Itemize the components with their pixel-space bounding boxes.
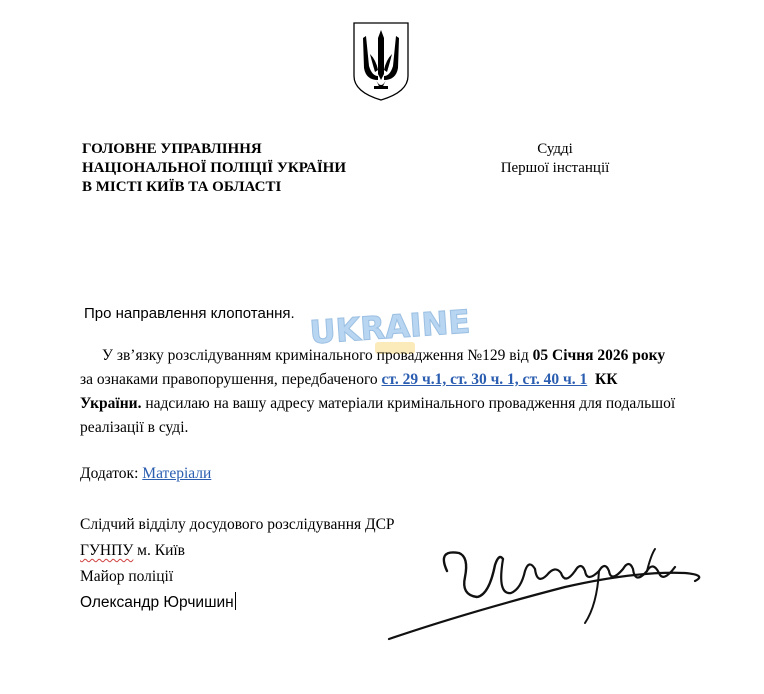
department-abbr: ГУНПУ <box>80 542 134 559</box>
signer-rank: Майор поліції <box>80 568 174 585</box>
proceeding-date: 05 Січня 2026 року <box>532 347 666 364</box>
department-city: м. Київ <box>133 542 185 559</box>
org-line: ГОЛОВНЕ УПРАВЛІННЯ <box>82 141 262 157</box>
letter-subject: Про направлення клопотання. <box>84 305 295 322</box>
addressee-line: Першої інстанції <box>500 160 610 176</box>
signer-name: Олександр Юрчишин <box>80 594 234 611</box>
signer-name-line[interactable] <box>80 590 395 616</box>
attachment-label: Додаток: <box>80 465 143 482</box>
body-text: за ознаками правопорушення, передбаченого <box>80 371 382 388</box>
signature-block <box>80 512 395 616</box>
org-line: НАЦІОНАЛЬНОЇ ПОЛІЦІЇ УКРАЇНИ <box>82 160 347 176</box>
addressee-line: Судді <box>537 141 573 157</box>
articles-link[interactable]: ст. 29 ч.1, ст. 30 ч. 1, ст. 40 ч. 1 <box>381 371 588 388</box>
watermark-text: UKRAINE <box>308 302 472 352</box>
body-text: У зв’язку розслідуванням кримінального провадження №129 від <box>102 347 533 364</box>
handwritten-signature <box>385 535 715 645</box>
signer-department <box>80 538 395 564</box>
text-cursor <box>235 592 236 610</box>
org-line: В МІСТІ КИЇВ ТА ОБЛАСТІ <box>82 179 282 195</box>
materials-link[interactable]: Матеріали <box>142 465 212 482</box>
body-text: надсилаю на вашу адресу матеріали кримінального провадження для подальшої реалізації в суді. <box>80 395 676 436</box>
addressee <box>470 140 640 178</box>
coat-of-arms-trident-icon <box>350 20 412 102</box>
signer-position: Слідчий відділу досудового розслідування ДСР <box>80 516 395 533</box>
attachment <box>80 465 211 483</box>
letter-body <box>80 344 680 440</box>
body-paragraph <box>80 344 680 440</box>
criminal-code-ref: КК України. <box>80 371 618 412</box>
organization-name <box>82 140 346 197</box>
